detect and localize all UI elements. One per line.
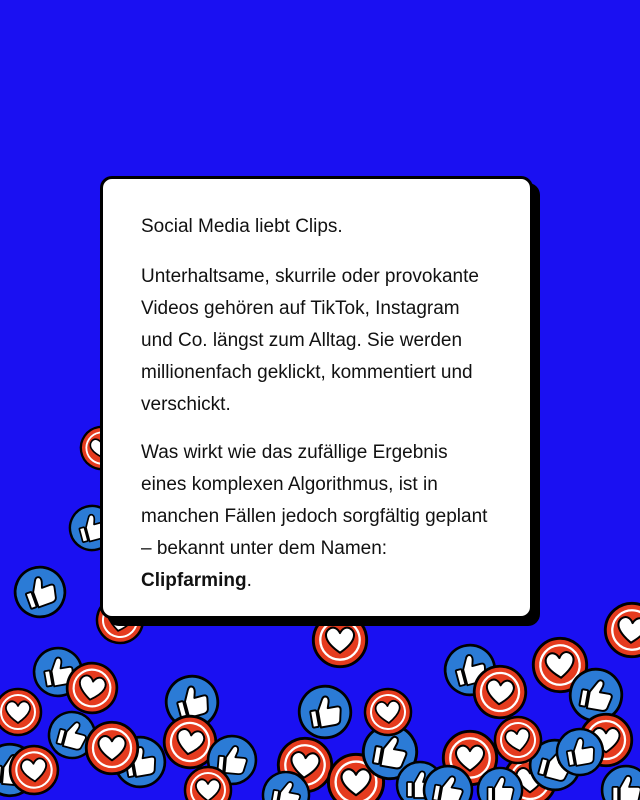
heart-icon [489, 711, 547, 769]
card-paragraph-1: Unterhaltsame, skurrile oder provokante Videos gehören auf TikTok, Instagram und Co. längst zum Alltag. Sie werden millionenfach geklickt, kommentiert und verschickt. [141, 266, 479, 415]
heart-icon [361, 685, 415, 739]
text-card [100, 176, 533, 619]
card-paragraph-2-text: Was wirkt wie das zufällige Ergebnis eines komplexen Algorithmus, ist in manchen Fällen jedoch sorgfältig geplant – bekannt unter dem Namen: [141, 442, 488, 559]
heart-icon [601, 599, 640, 662]
thumbs-up-icon [476, 766, 524, 800]
card-trailing: . [246, 570, 252, 591]
card-intro: Social Media liebt Clips. [141, 216, 343, 237]
card-paragraph-2 [141, 437, 494, 597]
heart-icon [84, 720, 140, 776]
heart-icon [6, 742, 62, 798]
thumbs-up-icon [600, 764, 640, 800]
card-highlight: Clipfarming [141, 570, 247, 591]
heart-icon [0, 687, 43, 737]
heart-icon [183, 765, 233, 800]
thumbs-up-icon [5, 557, 74, 626]
